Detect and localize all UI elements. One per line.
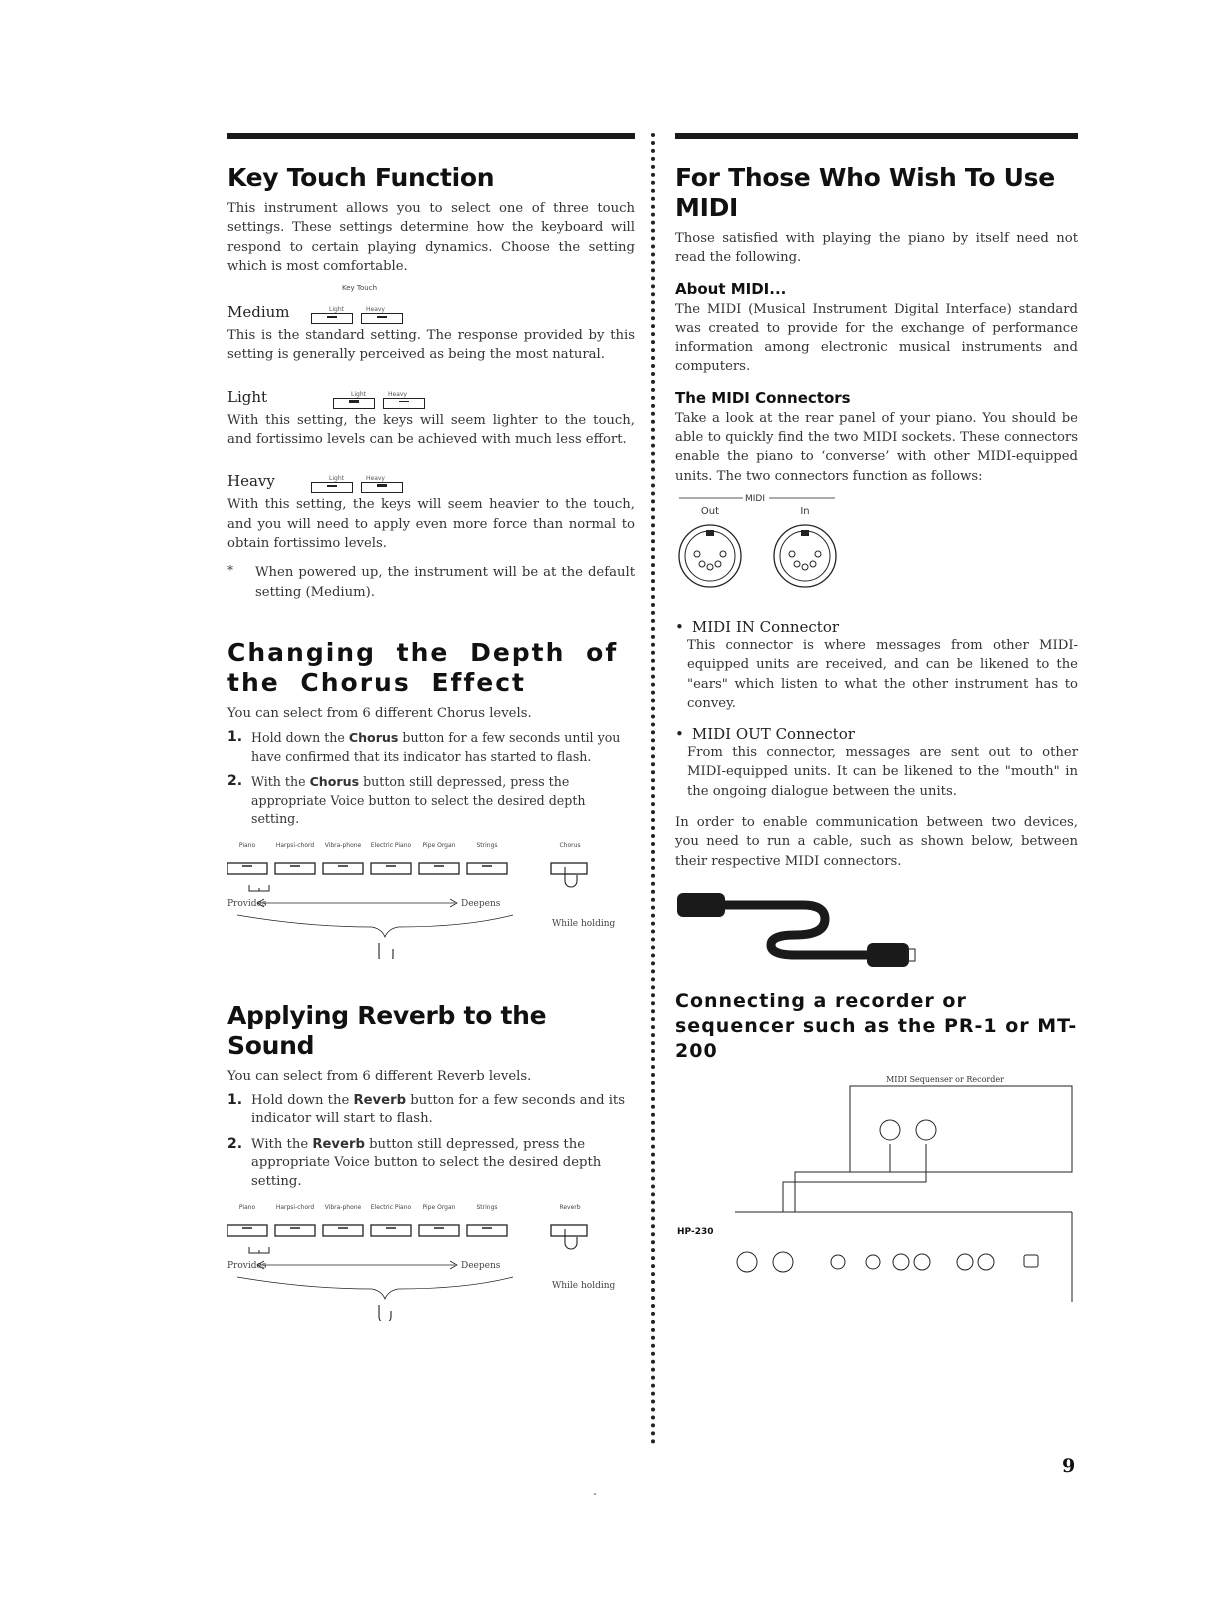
effect-button: [551, 863, 587, 874]
voice-label: Piano: [238, 841, 256, 849]
provides-label: Provides: [227, 1261, 267, 1272]
section-rule: [675, 133, 1078, 139]
voice-label: Vibra-phone: [324, 841, 362, 849]
chorus-button-ref: Chorus: [309, 774, 360, 790]
connect-recorder-title: Connecting a recorder or sequencer such as the PR-1 or MT-200: [675, 989, 1078, 1062]
voice-button: [227, 863, 267, 874]
chorus-title: Changing the Depth of the Chorus Effect: [227, 637, 619, 697]
while-holding-label: While holding: [552, 1281, 616, 1292]
bracket-icon: [249, 1247, 269, 1253]
voice-label: Electric Piano: [370, 841, 412, 849]
voice-label: Electric Piano: [370, 1204, 412, 1212]
step-number: 2.: [227, 773, 243, 790]
medium-row: [227, 284, 635, 326]
heavy-row: [227, 457, 635, 495]
key-touch-intro: This instrument allows you to select one of three touch settings. These settings determine how the keyboard will respond to certain playing dynamics. Choose the setting which is most comfortable.: [227, 201, 635, 274]
cable-text: In order to enable communication between two devices, you need to run a cable, such as shown below, between their respective MIDI connectors.: [675, 815, 1078, 869]
hand-icon: [565, 867, 577, 887]
medium-text: This is the standard setting. The response provided by this setting is generally perceived as being the most natural.: [227, 328, 635, 363]
reverb-button-ref: Reverb: [353, 1092, 407, 1108]
heavy-title: Heavy: [227, 472, 275, 491]
midi-connectors-title: The MIDI Connectors: [675, 388, 851, 407]
chorus-button-ref: Chorus: [348, 730, 399, 746]
effect-button: [551, 1225, 587, 1236]
pointing-hand-icon: [379, 1305, 391, 1321]
page-speck: [594, 1493, 596, 1495]
reverb-intro: You can select from 6 different Reverb levels.: [227, 1068, 532, 1084]
voice-label: Harpsi-chord: [275, 841, 315, 849]
midi-in-text: This connector is where messages from other MIDI-equipped units are received, and can be likened to the "ears" which listen to what the other instrument has to convey.: [687, 637, 1078, 711]
jack-icon: [978, 1254, 994, 1270]
cable-lines: [783, 1144, 926, 1212]
step-number: 1.: [227, 729, 243, 746]
heavy-button: [361, 313, 403, 324]
chorus-intro: You can select from 6 different Chorus levels.: [227, 705, 532, 721]
seq-midi-out-icon: [880, 1120, 900, 1140]
midi-connectors-text: Take a look at the rear panel of your piano. You should be able to quickly find the two MIDI sockets. These connectors enable the piano to ‘converse’ with other MIDI-equipped units. The two connectors function as follows:: [675, 410, 1078, 484]
chorus-step-1: 1. Hold down the Chorus button for a few seconds until you have confirmed that its indicator has started to flash.: [227, 729, 635, 766]
reverb-step-1: 1. Hold down the Reverb button for a few seconds and its indicator will start to flash.: [227, 1092, 635, 1129]
jack-icon: [866, 1255, 880, 1269]
medium-title: Medium: [227, 303, 290, 322]
voice-label: Pipe Organ: [422, 841, 456, 849]
reverb-steps: [227, 1092, 635, 1192]
voice-button-diagram: [227, 1201, 635, 1321]
voice-label: Strings: [476, 1204, 498, 1212]
heavy-button-label: Heavy: [365, 475, 385, 483]
heavy-button-label: Heavy: [387, 390, 407, 398]
step-number: 2.: [227, 1135, 243, 1152]
midi-out-label: Out: [700, 505, 720, 517]
midi-in-heading: • MIDI IN Connector: [675, 617, 840, 636]
midi-jack-header: MIDI: [744, 493, 766, 504]
right-column: [675, 133, 1078, 1332]
midi-jacks-diagram: [675, 490, 875, 602]
piano-midi-in-icon: [773, 1252, 793, 1272]
bracket-icon: [249, 885, 269, 891]
medium-key-diagram: [311, 306, 403, 324]
voice-label: Pipe Organ: [422, 1204, 456, 1212]
connection-diagram: [675, 1072, 1078, 1328]
piano-model-label: HP-230: [677, 1226, 714, 1237]
midi-title: For Those Who Wish To Use MIDI: [675, 163, 1055, 222]
brace-icon: [237, 1277, 513, 1299]
midi-in-jack-icon: [774, 525, 836, 587]
jack-icon: [957, 1254, 973, 1270]
default-note: [227, 563, 635, 602]
midi-out-heading: • MIDI OUT Connector: [675, 725, 855, 744]
voice-button: [419, 863, 459, 874]
voice-button: [371, 863, 411, 874]
heavy-button-label: Heavy: [365, 306, 385, 314]
voice-button: [323, 1225, 363, 1236]
heavy-button: [383, 398, 425, 409]
deepens-label: Deepens: [461, 898, 501, 909]
seq-midi-in-icon: [916, 1120, 936, 1140]
voice-button: [467, 1225, 507, 1236]
light-button-label: Light: [329, 306, 344, 314]
midi-in-label: In: [800, 505, 810, 517]
light-button: [311, 313, 353, 324]
hand-icon: [565, 1229, 577, 1249]
note-asterisk: *: [227, 563, 233, 578]
light-text: With this setting, the keys will seem lighter to the touch, and fortissimo levels can be achieved with much less effort.: [227, 412, 635, 448]
light-row: [227, 373, 635, 411]
effect-button-label: Reverb: [559, 1204, 581, 1212]
chorus-step-2: 2. With the Chorus button still depressed, press the appropriate Voice button to select the desired depth setting.: [227, 773, 635, 829]
reverb-voice-diagram: [227, 1201, 635, 1321]
page-number: 9: [1062, 1455, 1076, 1477]
light-button-label: Light: [351, 390, 366, 398]
light-key-diagram: [333, 391, 425, 409]
voice-label: Harpsi-chord: [275, 1204, 315, 1212]
jack-icon: [893, 1254, 909, 1270]
left-column: [227, 133, 635, 1321]
midi-out-jack-icon: [679, 525, 741, 587]
heavy-key-diagram: [311, 475, 403, 493]
brace-icon: [237, 915, 513, 937]
heavy-text: With this setting, the keys will seem heavier to the touch, and you will need to apply even more force than normal to obtain fortissimo levels.: [227, 497, 635, 551]
light-button: [311, 482, 353, 493]
voice-button: [419, 1225, 459, 1236]
midi-out-text: From this connector, messages are sent out to other MIDI-equipped units. It can be likened to the "mouth" in the ongoing dialogue between the units.: [687, 745, 1078, 799]
light-button-label: Light: [329, 475, 344, 483]
pointing-hand-icon: [379, 943, 393, 959]
voice-button: [467, 863, 507, 874]
heavy-button: [361, 482, 403, 493]
reverb-step-2: 2. With the Reverb button still depressed, press the appropriate Voice button to select the desired depth setting.: [227, 1136, 635, 1192]
provides-label: Provides: [227, 898, 267, 909]
chorus-steps: [227, 729, 635, 829]
sequencer-label: MIDI Sequenser or Recorder: [886, 1074, 1004, 1084]
reverb-title: Applying Reverb to the Sound: [227, 1000, 547, 1060]
jack-icon: [914, 1254, 930, 1270]
voice-button: [275, 1225, 315, 1236]
midi-cable-icon: [675, 885, 935, 967]
step-number: 1.: [227, 1091, 243, 1108]
column-divider: [651, 133, 655, 1445]
voice-button: [371, 1225, 411, 1236]
voice-button: [227, 1225, 267, 1236]
power-switch-icon: [1024, 1255, 1038, 1267]
key-touch-panel-label: Key Touch: [342, 284, 378, 293]
effect-button-label: Chorus: [559, 841, 581, 849]
voice-button: [323, 863, 363, 874]
midi-intro: Those satisfied with playing the piano by itself need not read the following.: [675, 231, 1078, 266]
light-button: [333, 398, 375, 409]
light-title: Light: [227, 387, 268, 406]
chorus-voice-diagram: [227, 839, 635, 959]
note-text: When powered up, the instrument will be at the default setting (Medium).: [255, 565, 635, 600]
voice-label: Piano: [238, 1204, 256, 1212]
jack-icon: [831, 1255, 845, 1269]
voice-button: [275, 863, 315, 874]
about-midi-text: The MIDI (Musical Instrument Digital Interface) standard was created to provide for the exchange of performance information among electronic musical instruments and computers.: [675, 301, 1078, 375]
voice-label: Strings: [476, 841, 498, 849]
section-rule: [227, 133, 635, 139]
about-midi-title: About MIDI...: [675, 279, 787, 298]
while-holding-label: While holding: [552, 918, 616, 929]
reverb-button-ref: Reverb: [312, 1136, 365, 1152]
key-touch-title: Key Touch Function: [227, 163, 495, 192]
voice-button-diagram: [227, 839, 635, 959]
piano-midi-out-icon: [737, 1252, 757, 1272]
deepens-label: Deepens: [461, 1261, 501, 1272]
voice-label: Vibra-phone: [324, 1204, 362, 1212]
